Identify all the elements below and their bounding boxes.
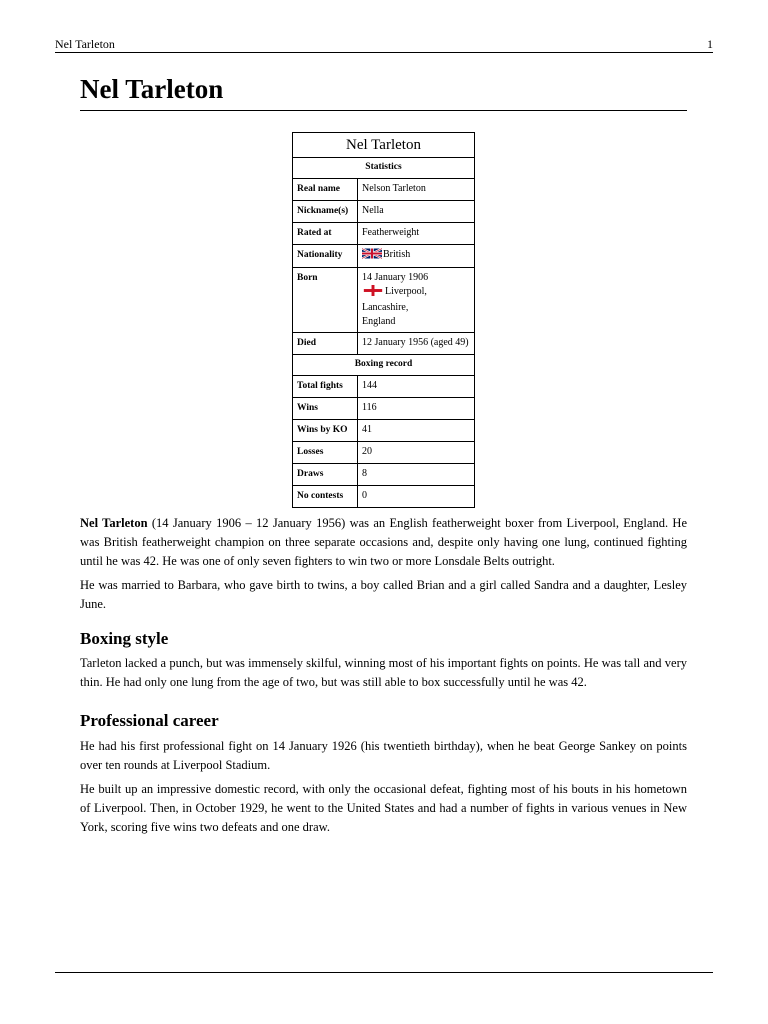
no-contests-label: No contests — [293, 486, 358, 508]
professional-career-heading: Professional career — [80, 711, 219, 730]
rated-at-label: Rated at — [293, 223, 358, 245]
infobox-row-died — [293, 333, 475, 355]
total-fights-value: 144 — [358, 376, 475, 398]
infobox-row-no-contests — [293, 486, 475, 508]
intro-paragraph-1-text: (14 January 1906 – 12 January 1956) was an English featherweight boxer from Liverpool, England. He was British featherweight champion on three separate occasions and, despite only having one lung, continued fighting until he was 42. He was one of only seven fighters to win two or more Lonsdale Belts outright. — [80, 516, 687, 568]
infobox-row-losses — [293, 442, 475, 464]
died-label: Died — [293, 333, 358, 355]
infobox-row-draws — [293, 464, 475, 486]
boxing-style-paragraph-1: Tarleton lacked a punch, but was immensely skilful, winning most of his important fights on points. He was tall and very thin. He had only one lung from the age of two, but was still able to box successfully until he was 42. — [80, 656, 687, 689]
born-cell — [358, 268, 475, 333]
born-place-line-1 — [362, 285, 470, 301]
running-header — [55, 37, 713, 51]
losses-label: Losses — [293, 442, 358, 464]
intro-paragraph-2: He was married to Barbara, who gave birth to twins, a boy called Brian and a girl called Sandra and a daughter, Lesley June. — [80, 578, 687, 611]
article-title: Nel Tarleton — [80, 74, 224, 104]
infobox-row-wins-by-ko — [293, 420, 475, 442]
infobox-title: Nel Tarleton — [293, 133, 475, 158]
died-value: 12 January 1956 (aged 49) — [358, 333, 475, 355]
infobox-row-nationality — [293, 245, 475, 268]
intro-name: Nel Tarleton — [80, 516, 148, 530]
nicknames-value: Nella — [358, 201, 475, 223]
boxing-style-heading: Boxing style — [80, 629, 169, 648]
draws-label: Draws — [293, 464, 358, 486]
professional-career-section — [80, 737, 687, 842]
infobox-row-total-fights — [293, 376, 475, 398]
born-place-3: England — [362, 316, 396, 327]
no-contests-value: 0 — [358, 486, 475, 508]
boxing-style-section — [80, 654, 687, 697]
infobox-statistics-heading: Statistics — [293, 158, 475, 179]
uk-flag-icon — [362, 248, 382, 264]
born-date: 14 January 1906 — [362, 272, 429, 283]
nationality-value: British — [383, 249, 411, 260]
wins-value: 116 — [358, 398, 475, 420]
infobox-row-wins — [293, 398, 475, 420]
footer-rule — [55, 972, 713, 973]
born-label: Born — [293, 268, 358, 333]
nationality-cell — [358, 245, 475, 268]
intro-paragraph-1 — [80, 514, 687, 571]
england-flag-icon — [362, 285, 384, 301]
intro-section — [80, 514, 687, 619]
infobox-row-real-name — [293, 179, 475, 201]
infobox-row-nicknames — [293, 201, 475, 223]
losses-value: 20 — [358, 442, 475, 464]
header-rule — [55, 52, 713, 53]
professional-career-paragraph-2: He built up an impressive domestic record, with only the occasional defeat, fighting most of his bouts in his hometown of Liverpool. Then, in October 1929, he went to the United States and had a number of fights in various venues in New York, scoring five wins two defeats and one draw. — [80, 782, 687, 834]
running-header-title: Nel Tarleton — [55, 37, 115, 51]
wins-by-ko-value: 41 — [358, 420, 475, 442]
total-fights-label: Total fights — [293, 376, 358, 398]
infobox-row-born — [293, 268, 475, 333]
nicknames-label: Nickname(s) — [293, 201, 358, 223]
wins-by-ko-label: Wins by KO — [293, 420, 358, 442]
nationality-label: Nationality — [293, 245, 358, 268]
infobox — [292, 132, 475, 508]
title-rule — [80, 110, 687, 111]
born-place-1: Liverpool, — [385, 286, 427, 297]
born-place-2: Lancashire, — [362, 302, 409, 313]
real-name-label: Real name — [293, 179, 358, 201]
page-number: 1 — [707, 37, 713, 51]
infobox-row-rated-at — [293, 223, 475, 245]
draws-value: 8 — [358, 464, 475, 486]
professional-career-paragraph-1: He had his first professional fight on 14 January 1926 (his twentieth birthday), when he beat George Sankey on points over ten rounds at Liverpool Stadium. — [80, 739, 687, 772]
rated-at-value: Featherweight — [358, 223, 475, 245]
infobox-record-heading: Boxing record — [293, 355, 475, 376]
wins-label: Wins — [293, 398, 358, 420]
real-name-value: Nelson Tarleton — [358, 179, 475, 201]
